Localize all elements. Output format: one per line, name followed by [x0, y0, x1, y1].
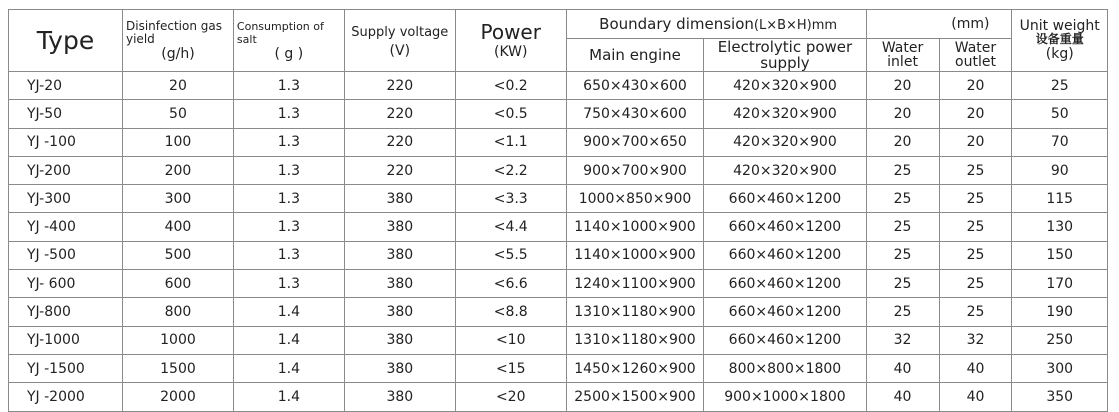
cell-salt: 1.3: [233, 100, 344, 128]
cell-main-engine: 900×700×900: [566, 156, 704, 184]
cell-gas-yield: 2000: [123, 383, 234, 411]
cell-salt: 1.4: [233, 354, 344, 382]
cell-water-inlet: 25: [866, 185, 939, 213]
cell-water-outlet: 40: [939, 383, 1012, 411]
cell-power: <4.4: [455, 213, 566, 241]
cell-power: <0.5: [455, 100, 566, 128]
cell-water-outlet: 25: [939, 185, 1012, 213]
cell-gas-yield: 1500: [123, 354, 234, 382]
table-row: [9, 156, 1108, 184]
header-salt-line2: salt: [236, 32, 257, 46]
cell-weight: 170: [1012, 270, 1108, 298]
table-row: [9, 128, 1108, 156]
table-row: [9, 100, 1108, 128]
cell-gas-yield: 200: [123, 156, 234, 184]
header-boundary-unit: (L×B×H)mm: [753, 18, 838, 33]
cell-power: <5.5: [455, 241, 566, 269]
cell-salt: 1.3: [233, 185, 344, 213]
cell-power: <8.8: [455, 298, 566, 326]
cell-main-engine: 1140×1000×900: [566, 241, 704, 269]
cell-water-outlet: 20: [939, 72, 1012, 100]
cell-salt: 1.3: [233, 128, 344, 156]
cell-type: YJ-1000: [9, 326, 123, 354]
header-salt-unit: ( g ): [274, 45, 304, 62]
cell-water-outlet: 40: [939, 354, 1012, 382]
cell-salt: 1.4: [233, 326, 344, 354]
table-row: [9, 241, 1108, 269]
cell-weight: 150: [1012, 241, 1108, 269]
cell-type: YJ-20: [9, 72, 123, 100]
cell-weight: 115: [1012, 185, 1108, 213]
table-row: [9, 383, 1108, 411]
cell-water-inlet: 40: [866, 354, 939, 382]
header-weight-unit: (kg): [1045, 46, 1074, 62]
table-body: [9, 72, 1108, 412]
cell-voltage: 380: [344, 298, 455, 326]
cell-power: <0.2: [455, 72, 566, 100]
cell-main-engine: 1310×1180×900: [566, 326, 704, 354]
cell-electrolytic: 420×320×900: [704, 100, 866, 128]
cell-voltage: 220: [344, 100, 455, 128]
cell-weight: 50: [1012, 100, 1108, 128]
cell-water-outlet: 32: [939, 326, 1012, 354]
header-gas-yield-line2: yield: [126, 31, 155, 46]
cell-weight: 350: [1012, 383, 1108, 411]
cell-weight: 300: [1012, 354, 1108, 382]
cell-electrolytic: 900×1000×1800: [704, 383, 866, 411]
cell-water-outlet: 25: [939, 270, 1012, 298]
cell-water-inlet: 32: [866, 326, 939, 354]
cell-type: YJ-50: [9, 100, 123, 128]
header-boundary-title: Boundary dimension: [599, 15, 754, 33]
cell-voltage: 380: [344, 326, 455, 354]
cell-main-engine: 900×700×650: [566, 128, 704, 156]
cell-water-inlet: 20: [866, 128, 939, 156]
cell-main-engine: 650×430×600: [566, 72, 704, 100]
cell-water-outlet: 25: [939, 213, 1012, 241]
cell-voltage: 220: [344, 128, 455, 156]
cell-power: <2.2: [455, 156, 566, 184]
spec-table: [8, 9, 1108, 412]
cell-electrolytic: 420×320×900: [704, 72, 866, 100]
cell-salt: 1.4: [233, 383, 344, 411]
header-salt: [233, 10, 344, 72]
cell-type: YJ -500: [9, 241, 123, 269]
header-weight: [1012, 10, 1108, 72]
cell-voltage: 380: [344, 241, 455, 269]
cell-power: <15: [455, 354, 566, 382]
header-salt-line1: Consumption of: [236, 19, 324, 33]
cell-main-engine: 2500×1500×900: [566, 383, 704, 411]
cell-power: <3.3: [455, 185, 566, 213]
header-water-outlet: Water outlet: [939, 39, 1012, 72]
cell-type: YJ -1500: [9, 354, 123, 382]
cell-type: YJ-800: [9, 298, 123, 326]
cell-electrolytic: 800×800×1800: [704, 354, 866, 382]
cell-power: <6.6: [455, 270, 566, 298]
cell-gas-yield: 400: [123, 213, 234, 241]
cell-salt: 1.3: [233, 72, 344, 100]
cell-weight: 190: [1012, 298, 1108, 326]
header-voltage: [344, 10, 455, 72]
cell-weight: 90: [1012, 156, 1108, 184]
header-gas-yield: [123, 10, 234, 72]
cell-electrolytic: 660×460×1200: [704, 185, 866, 213]
cell-salt: 1.3: [233, 270, 344, 298]
cell-voltage: 380: [344, 383, 455, 411]
cell-water-inlet: 25: [866, 156, 939, 184]
cell-gas-yield: 50: [123, 100, 234, 128]
table-header: [9, 10, 1108, 72]
cell-water-inlet: 20: [866, 72, 939, 100]
header-water-inlet: Water inlet: [866, 39, 939, 72]
table-row: [9, 213, 1108, 241]
cell-type: YJ- 600: [9, 270, 123, 298]
cell-main-engine: 1450×1260×900: [566, 354, 704, 382]
cell-main-engine: 750×430×600: [566, 100, 704, 128]
cell-main-engine: 1000×850×900: [566, 185, 704, 213]
cell-weight: 250: [1012, 326, 1108, 354]
cell-voltage: 220: [344, 72, 455, 100]
cell-water-inlet: 25: [866, 213, 939, 241]
cell-salt: 1.3: [233, 213, 344, 241]
cell-gas-yield: 600: [123, 270, 234, 298]
cell-main-engine: 1140×1000×900: [566, 213, 704, 241]
header-gas-yield-line1: Disinfection gas: [126, 18, 222, 33]
cell-electrolytic: 420×320×900: [704, 156, 866, 184]
cell-main-engine: 1310×1180×900: [566, 298, 704, 326]
header-voltage-unit: (V): [389, 42, 411, 59]
cell-gas-yield: 300: [123, 185, 234, 213]
cell-type: YJ-300: [9, 185, 123, 213]
header-power-unit: (KW): [494, 43, 528, 60]
cell-salt: 1.3: [233, 241, 344, 269]
header-voltage-title: Supply voltage: [351, 24, 449, 40]
cell-water-inlet: 25: [866, 270, 939, 298]
cell-power: <20: [455, 383, 566, 411]
cell-voltage: 380: [344, 213, 455, 241]
cell-electrolytic: 660×460×1200: [704, 298, 866, 326]
cell-weight: 25: [1012, 72, 1108, 100]
table-row: [9, 185, 1108, 213]
cell-type: YJ -2000: [9, 383, 123, 411]
cell-water-outlet: 20: [939, 128, 1012, 156]
header-weight-title-cn: 设备重量: [1035, 32, 1084, 46]
cell-salt: 1.3: [233, 156, 344, 184]
cell-electrolytic: 660×460×1200: [704, 270, 866, 298]
header-power-title: Power: [480, 19, 541, 44]
table-row: [9, 326, 1108, 354]
cell-voltage: 380: [344, 354, 455, 382]
cell-gas-yield: 800: [123, 298, 234, 326]
table-row: [9, 298, 1108, 326]
cell-type: YJ -100: [9, 128, 123, 156]
header-weight-title: Unit weight: [1019, 18, 1100, 34]
cell-salt: 1.4: [233, 298, 344, 326]
cell-electrolytic: 660×460×1200: [704, 213, 866, 241]
cell-water-inlet: 40: [866, 383, 939, 411]
cell-type: YJ-200: [9, 156, 123, 184]
header-main-engine: Main engine: [566, 39, 704, 72]
cell-weight: 130: [1012, 213, 1108, 241]
cell-gas-yield: 1000: [123, 326, 234, 354]
header-gas-yield-unit: (g/h): [161, 45, 195, 62]
cell-gas-yield: 20: [123, 72, 234, 100]
cell-main-engine: 1240×1100×900: [566, 270, 704, 298]
header-electrolytic: Electrolytic power supply: [704, 39, 866, 72]
cell-weight: 70: [1012, 128, 1108, 156]
cell-voltage: 220: [344, 156, 455, 184]
cell-electrolytic: 660×460×1200: [704, 241, 866, 269]
header-power: [455, 10, 566, 72]
table-row: [9, 72, 1108, 100]
cell-voltage: 380: [344, 185, 455, 213]
cell-voltage: 380: [344, 270, 455, 298]
cell-gas-yield: 100: [123, 128, 234, 156]
cell-water-outlet: 20: [939, 100, 1012, 128]
header-pipe-unit: (mm): [866, 10, 1012, 39]
cell-water-outlet: 25: [939, 298, 1012, 326]
cell-type: YJ -400: [9, 213, 123, 241]
header-type: Type: [9, 10, 123, 72]
table-row: [9, 354, 1108, 382]
cell-water-inlet: 25: [866, 298, 939, 326]
cell-water-outlet: 25: [939, 156, 1012, 184]
cell-gas-yield: 500: [123, 241, 234, 269]
header-boundary: [566, 10, 866, 39]
cell-electrolytic: 420×320×900: [704, 128, 866, 156]
cell-water-outlet: 25: [939, 241, 1012, 269]
cell-water-inlet: 25: [866, 241, 939, 269]
cell-water-inlet: 20: [866, 100, 939, 128]
cell-electrolytic: 660×460×1200: [704, 326, 866, 354]
table-row: [9, 270, 1108, 298]
cell-power: <1.1: [455, 128, 566, 156]
cell-power: <10: [455, 326, 566, 354]
